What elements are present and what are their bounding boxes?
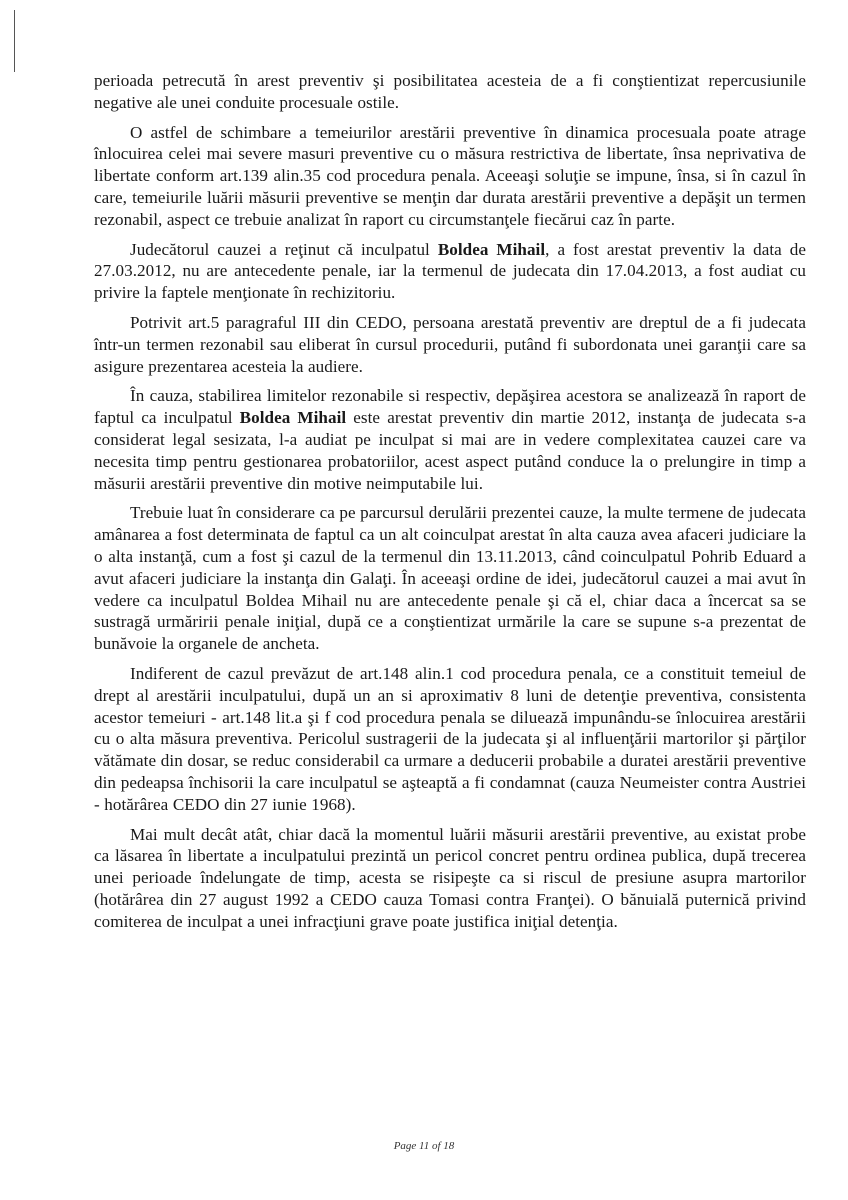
paragraph — [94, 122, 806, 231]
paragraph-text: este arestat preventiv din martie 2012, instanţa de judecata s-a considerat legal sesizata, l-a audiat pe inculpat si mai are in vedere complexitatea cauzei care va necesita timp pentru gestionarea probatoriilor, acest aspect putând conduce la o prelungire in timp a măsurii arestării preventive din motive neimputabile lui. — [94, 408, 806, 493]
paragraph-text: Indiferent de cazul prevăzut de art.148 alin.1 cod procedura penala, ce a constituit temeiul de drept al arestării inculpatului, după un an si aproximativ 8 luni de detenţie preventiva, consistenta acestor temeiuri - art.148 lit.a şi f cod procedura penala se diluează impunându-se înlocuirea arestării cu o alta măsura preventiva. Pericolul sustragerii de la judecata şi al influenţării martorilor şi părţilor vătămate din dosar, se reduc considerabil ca urmare a deducerii probabile a duratei arestării preventive din pedeapsa închisorii la care inculpatul se aşteaptă a fi condamnat (cauza Neumeister contra Austriei - hotărârea CEDO din 27 iunie 1968). — [94, 663, 806, 814]
paragraph-text: Mai mult decât atât, chiar dacă la momentul luării măsurii arestării preventive, au existat probe ca lăsarea în libertate a inculpatului prezintă un pericol concret pentru ordinea publica, după trecerea unei perioade îndelungate de timp, acesta se risipeşte ca si riscul de presiune asupra martorilor (hotărârea din 27 august 1992 a CEDO cauza Tomasi contra Franţei). O bănuială puternică privind comiterea de inculpat a unei infracţiuni grave poate justifica iniţial detenţia. — [94, 824, 806, 931]
page-number-footer: Page 11 of 18 — [393, 1140, 455, 1152]
paragraph — [94, 312, 806, 377]
defendant-name: Boldea Mihail — [437, 239, 546, 259]
paragraph-text: Judecătorul cauzei a reţinut că inculpatul — [130, 239, 438, 259]
defendant-name: Boldea Mihail — [239, 408, 347, 428]
paragraph-text: În cauza, stabilirea limitelor rezonabile si respectiv, depăşirea acestora se analizează în raport de faptul ca inculpatul — [94, 386, 806, 428]
paragraph-text: , a fost arestat preventiv la data de 27.03.2012, nu are antecedente penale, iar la termenul de judecata din 17.04.2013, a fost audiat cu privire la faptele menţionate în rechizitoriu. — [94, 239, 806, 303]
paragraph — [94, 502, 806, 655]
paragraph-text: Potrivit art.5 paragraful III din CEDO, persoana arestată preventiv are dreptul de a fi judecata într-un termen rezonabil sau eliberat în cursul procedurii, putând fi subordonata unei garanţii care sa asigure prezentarea acesteia la audiere. — [94, 312, 806, 376]
paragraph — [94, 385, 806, 494]
paragraph — [94, 70, 806, 114]
paragraph — [94, 239, 806, 304]
paragraph-text: Trebuie luat în considerare ca pe parcursul derulării prezentei cauze, la multe termene de judecata amânarea a fost determinata de faptul ca un alt coinculpat arestat în alta cauza avea afaceri judiciare la o alta instanţă, cum a fost şi cazul de la termenul din 13.11.2013, când coinculpatul Pohrib Eduard a avut afaceri judiciare la instanţa din Galaţi. În aceeaşi ordine de idei, judecătorul cauzei a mai avut în vedere ca inculpatul Boldea Mihail nu are antecedente penale şi că el, chiar daca a încercat sa se sustragă urmăririi penale iniţial, după ce a conştientizat urmările la care se supune s-a prezentat de bunăvoie la organele de ancheta. — [94, 503, 806, 654]
paragraph — [94, 663, 806, 816]
paragraph-text: perioada petrecută în arest preventiv şi posibilitatea acesteia de a fi conştientizat repercusiunile negative ale unei conduite procesuale ostile. — [94, 71, 806, 112]
scan-edge-line — [14, 10, 15, 72]
document-body — [94, 70, 806, 940]
paragraph — [94, 824, 806, 933]
paragraph-text: O astfel de schimbare a temeiurilor arestării preventive în dinamica procesuala poate atrage înlocuirea celei mai severe masuri preventive cu o măsura restrictiva de libertate, însa neprivativa de libertate conform art.139 alin.35 cod procedura penala. Aceeaşi soluţie se impune, însa, si în cazul în care, temeiurile luării măsurii preventive se menţin dar durata arestării preventive a depăşit un termen rezonabil, aspect ce trebuie analizat în raport cu circumstanţele fiecărui caz în parte. — [94, 122, 806, 229]
